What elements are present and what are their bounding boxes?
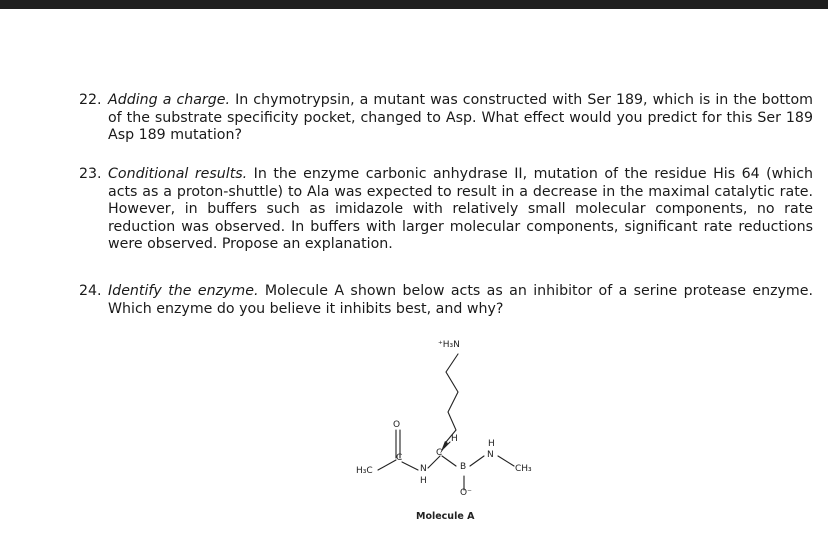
question-23 [79,166,813,254]
amide-n-label: N [420,464,427,474]
bond-n-methyl [498,456,514,466]
carbonyl-carbon-label: C [396,453,403,463]
question-number: 24. [79,283,102,299]
molecule-a-figure [330,330,550,530]
amine-label: ⁺H₃N [438,340,460,350]
question-22 [79,92,813,145]
bond-boron-n [470,456,484,466]
question-text: In chymotrypsin, a mutant was constructed with Ser 189, which is in the bottom of the substrate specificity pocket, changed to Asp. What effect would you predict for this Ser 189 Asp 189 mutation? [108,92,813,144]
question-text: In the enzyme carbonic anhydrase II, mutation of the residue His 64 (which acts as a proton-shuttle) to Ala was expected to result in a decrease in the maximal catalytic rate. However, in buffers such as imidazole with relatively small molecular components, no rate reduction was observed. In buffers with larger molecular components, significant rate reductions were observed. Propose an explanation. [108,166,813,253]
question-text: Molecule A shown below acts as an inhibitor of a serine protease enzyme. Which enzyme do you believe it inhibits best, and why? [108,283,813,317]
side-chain [446,354,458,442]
carbonyl-oxygen-label: O [393,420,401,430]
methyl-left-label: H₃C [356,466,373,476]
boron-label: B [460,462,467,472]
question-title: Conditional results. [108,166,248,182]
bond-carbonyl-n [402,462,418,470]
top-bar [0,0,828,9]
question-body [108,92,813,145]
question-title: Adding a charge. [108,92,231,108]
bond-methyl-carbonyl [378,460,396,470]
question-title: Identify the enzyme. [108,283,259,299]
question-24 [79,283,813,318]
oxygen-negative-label: O⁻ [460,488,472,498]
question-number: 23. [79,166,102,182]
question-body [108,283,813,318]
right-nh-n-label: N [487,450,494,460]
alpha-carbon-label: C [436,448,443,458]
bond-alpha-boron [442,456,456,466]
question-body [108,166,813,254]
alpha-h-label: H [451,434,458,444]
molecule-a-structure [330,330,550,530]
question-number: 22. [79,92,102,108]
right-nh-h-label: H [488,439,495,449]
amide-h-label: H [420,476,427,486]
methyl-right-label: CH₃ [515,464,532,474]
molecule-caption: Molecule A [416,511,475,522]
